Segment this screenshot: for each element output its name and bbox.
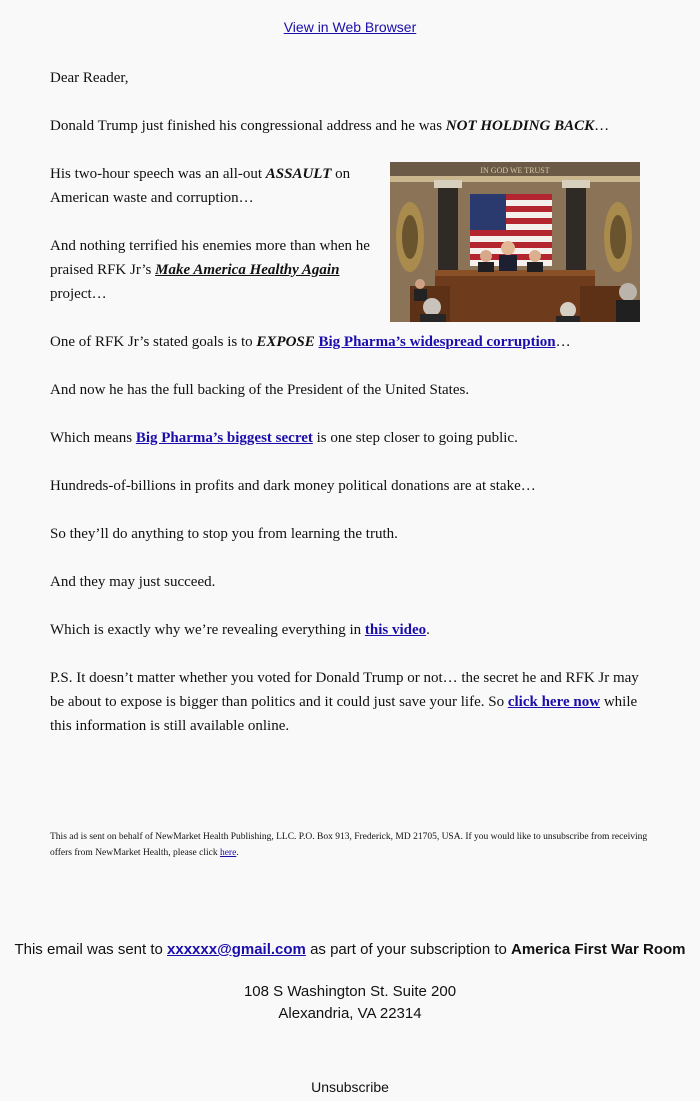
paragraph-10-text: [50, 618, 640, 642]
congress-address-photo: [390, 162, 640, 322]
ps-text: P.S. It doesn’t matter whether you voted for Donald Trump or not… the secret he and RFK Jr may be about to expose is bigger than politics and it could just save your life. So: [50, 670, 639, 710]
ad-disclaimer: [50, 829, 650, 861]
paragraph-4: [50, 330, 640, 354]
p4-text: One of RFK Jr’s stated goals is to: [50, 334, 257, 350]
paragraph-5-text: And now he has the full backing of the President of the United States.: [50, 382, 470, 398]
p4-end: …: [555, 334, 571, 350]
paragraph-1-text: [50, 114, 640, 138]
p2-end: on American waste and corruption…: [50, 166, 351, 206]
paragraph-10: [50, 618, 640, 642]
greeting: [50, 66, 640, 90]
big-pharma-secret-link[interactable]: Big Pharma’s biggest secret: [135, 430, 313, 446]
paragraph-8: [50, 522, 640, 546]
congress-photo-svg: [390, 162, 640, 322]
p10-end: .: [426, 622, 430, 638]
paragraph-7: [50, 474, 640, 498]
footer-brand: America First War Room: [511, 941, 686, 958]
recipient-email-link[interactable]: xxxxxx@gmail.com: [167, 941, 306, 958]
p3-text: And nothing terrified his enemies more than when he praised RFK Jr’s: [50, 238, 370, 278]
paragraph-6-text: [50, 426, 640, 450]
disclaimer-end: .: [236, 848, 239, 858]
postscript-text: [50, 666, 640, 738]
p10-text: Which is exactly why we’re revealing everything in: [50, 622, 365, 638]
paragraph-9-text: And they may just succeed.: [50, 574, 216, 590]
paragraph-1: [50, 114, 640, 138]
p3-emphasis: Make America Healthy Again: [155, 262, 340, 278]
p4-emphasis: EXPOSE: [256, 334, 315, 350]
click-here-now-link[interactable]: click here now: [507, 694, 601, 710]
big-pharma-corruption-link[interactable]: Big Pharma’s widespread corruption: [318, 334, 556, 350]
footer-sent-to: This email was sent to: [14, 941, 168, 958]
view-in-browser-link[interactable]: View in Web Browser: [283, 19, 417, 35]
p2-text: His two-hour speech was an all-out: [50, 166, 266, 182]
p6-end: is one step closer to going public.: [312, 430, 518, 446]
p1-text: Donald Trump just finished his congressional address and he was: [50, 118, 446, 134]
disclaimer-text: This ad is sent on behalf of NewMarket Health Publishing, LLC. P.O. Box 913, Frederick, MD 21705, USA. If you would like to unsubscribe from receiving offers from NewMarket Health, please click: [50, 832, 648, 858]
paragraph-2-text: [50, 162, 380, 210]
paragraph-8-text: So they’ll do anything to stop you from learning the truth.: [50, 526, 398, 542]
paragraph-3: [50, 234, 385, 306]
p6-text: Which means: [50, 430, 136, 446]
paragraph-5: [50, 378, 640, 402]
view-in-browser: [0, 19, 700, 35]
paragraph-9: [50, 570, 640, 594]
paragraph-3-text: [50, 234, 385, 306]
greeting-text: Dear Reader,: [50, 70, 129, 86]
p1-end: …: [594, 118, 610, 134]
postscript: [50, 666, 640, 738]
unsubscribe-link[interactable]: Unsubscribe: [311, 1079, 389, 1095]
p2-emphasis: ASSAULT: [265, 166, 332, 182]
address-line-2: Alexandria, VA 22314: [278, 1005, 422, 1022]
paragraph-4-text: [50, 330, 640, 354]
paragraph-6: [50, 426, 640, 450]
this-video-link[interactable]: this video: [364, 622, 427, 638]
disclaimer-unsubscribe-link[interactable]: here: [219, 848, 237, 858]
p3-end: project…: [50, 286, 107, 302]
p1-emphasis: NOT HOLDING BACK: [445, 118, 595, 134]
footer-subscription-line: [0, 940, 700, 960]
footer-part-of: as part of your subscription to: [305, 941, 512, 958]
ps-end: while this information is still available online.: [50, 694, 638, 734]
photo-inscription: IN GOD WE TRUST: [480, 166, 550, 175]
footer-address: [0, 981, 700, 1025]
paragraph-2: [50, 162, 380, 210]
address-line-1: 108 S Washington St. Suite 200: [243, 983, 457, 1000]
paragraph-7-text: Hundreds-of-billions in profits and dark money political donations are at stake…: [50, 478, 536, 494]
